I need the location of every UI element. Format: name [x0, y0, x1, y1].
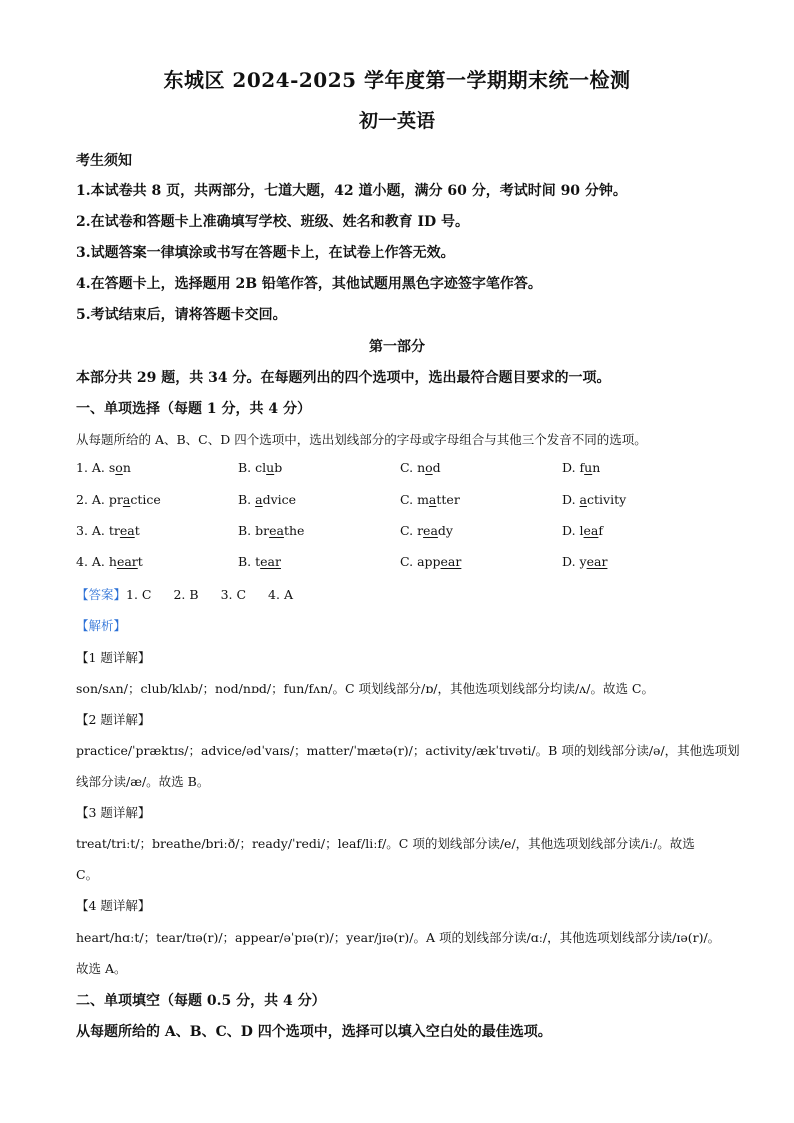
option-a: 4. A. heart — [76, 554, 143, 569]
option-c: C. ready — [400, 523, 453, 538]
notice-item: 5.考试结束后，请将答题卡交回。 — [76, 307, 287, 323]
section-title: 二、单项填空（每题 0.5 分，共 4 分） — [76, 993, 326, 1009]
option-b: B. breathe — [238, 523, 305, 538]
detail-text: 故选 A。 — [76, 961, 127, 976]
detail-text: heart/hɑːt/；tear/tɪə(r)/；appear/əˈpɪə(r)/；year/jɪə(r)/。A 项的划线部分读/ɑː/，其他选项划线部分读/ɪə(r)/。 — [76, 930, 721, 945]
option-a: 1. A. son — [76, 460, 131, 475]
option-d: D. year — [562, 554, 608, 569]
option-d: D. fun — [562, 460, 601, 475]
detail-tag: 【4 题详解】 — [76, 898, 151, 913]
option-b: B. advice — [238, 492, 297, 507]
notice-item: 3.试题答案一律填涂或书写在答题卡上，在试卷上作答无效。 — [76, 245, 455, 261]
notice-item: 2.在试卷和答题卡上准确填写学校、班级、姓名和教育 ID 号。 — [76, 214, 470, 230]
explain-tag: 【解析】 — [76, 618, 127, 633]
detail-tag: 【2 题详解】 — [76, 712, 151, 727]
option-a: 2. A. practice — [76, 492, 161, 507]
notice-item: 1.本试卷共 8 页，共两部分，七道大题，42 道小题，满分 60 分，考试时间 90 分钟。 — [76, 183, 627, 199]
detail-text: treat/triːt/；breathe/briːð/；ready/ˈredi/；leaf/liːf/。C 项的划线部分读/e/，其他选项划线部分读/iː/。故选 — [76, 836, 695, 851]
option-d: D. leaf — [562, 523, 604, 538]
option-b: B. club — [238, 460, 283, 475]
detail-text: C。 — [76, 867, 99, 882]
answer-line — [76, 585, 315, 603]
option-a: 3. A. treat — [76, 523, 140, 538]
detail-text: 线部分读/æ/。故选 B。 — [76, 774, 210, 789]
notice-heading: 考生须知 — [76, 153, 132, 169]
section-instruction: 从每题所给的 A、B、C、D 四个选项中，选出划线部分的字母或字母组合与其他三个发音不同的选项。 — [76, 432, 647, 447]
answer-tag: 【答案】 — [76, 587, 127, 602]
answer-item: 4. A — [268, 587, 293, 602]
section-instruction: 从每题所给的 A、B、C、D 四个选项中，选择可以填入空白处的最佳选项。 — [76, 1024, 552, 1040]
section-title: 一、单项选择（每题 1 分，共 4 分） — [76, 401, 311, 417]
option-b: B. tear — [238, 554, 281, 569]
option-c: C. appear — [400, 554, 462, 569]
answer-item: 2. B — [173, 587, 199, 602]
part-heading: 第一部分 — [369, 339, 425, 355]
page-title: 东城区 2024-2025 学年度第一学期期末统一检测 — [163, 68, 631, 92]
answer-item: 1. C — [126, 587, 152, 602]
option-c: C. matter — [400, 492, 460, 507]
option-c: C. nod — [400, 460, 441, 475]
page-subtitle: 初一英语 — [358, 110, 435, 132]
detail-tag: 【3 题详解】 — [76, 805, 151, 820]
detail-text: son/sʌn/；club/klʌb/；nod/nɒd/；fun/fʌn/。C 项划线部分/ɒ/，其他选项划线部分均读/ʌ/。故选 C。 — [76, 681, 654, 696]
part-intro: 本部分共 29 题，共 34 分。在每题列出的四个选项中，选出最符合题目要求的一项。 — [76, 370, 611, 386]
answer-item: 3. C — [220, 587, 247, 602]
option-d: D. activity — [562, 492, 627, 507]
detail-tag: 【1 题详解】 — [76, 650, 151, 665]
detail-text: practice/ˈpræktɪs/；advice/ədˈvaɪs/；matter/ˈmætə(r)/；activity/ækˈtɪvəti/。B 项的划线部分读/ə/，其他选项划 — [76, 743, 740, 758]
notice-item: 4.在答题卡上，选择题用 2B 铅笔作答，其他试题用黑色字迹签字笔作答。 — [76, 276, 542, 292]
